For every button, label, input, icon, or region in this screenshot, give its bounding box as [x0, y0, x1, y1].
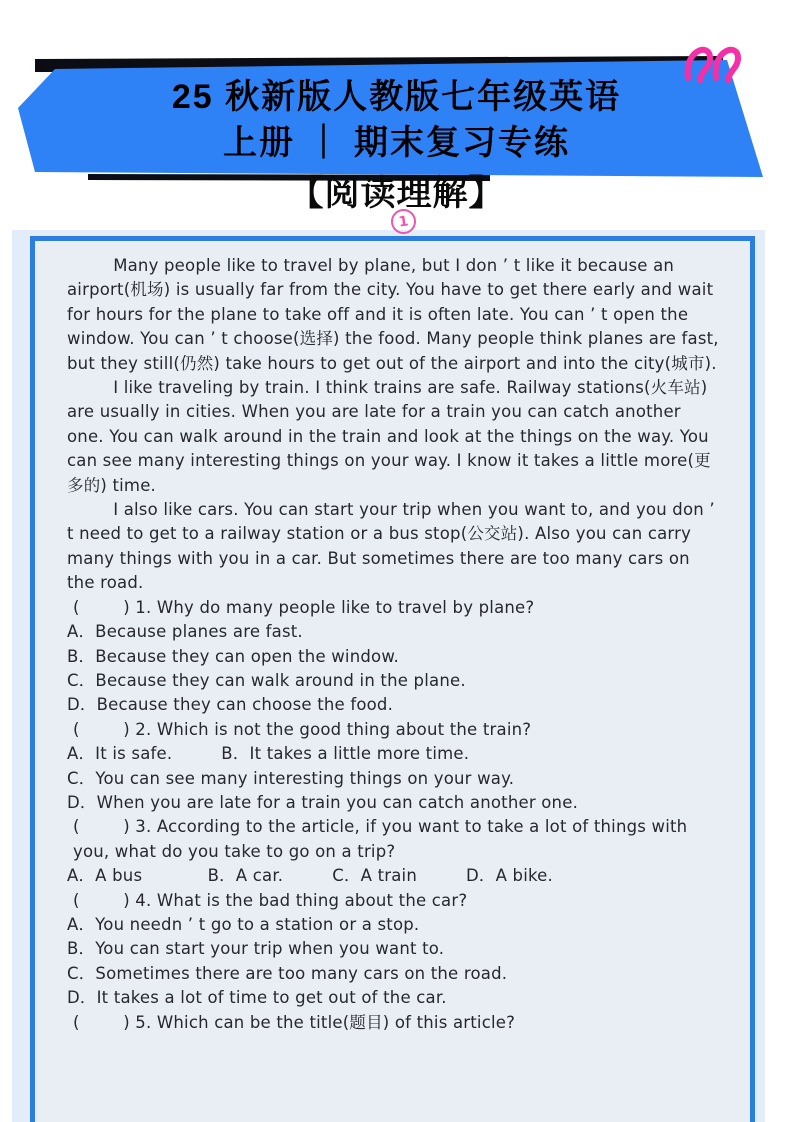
item-number-badge: 1: [389, 207, 417, 235]
exercise-box: [30, 236, 755, 1122]
option-line: A．Because planes are fast.: [67, 622, 303, 642]
question-line: ( ) 5. Which can be the title(题目) of this article?: [73, 1012, 516, 1032]
passage: [67, 254, 725, 596]
banner-title: [0, 74, 793, 166]
banner-title-line1: 25 秋新版人教版七年级英语: [171, 78, 622, 116]
option-line: B．You can start your trip when you want to.: [67, 939, 445, 959]
option-line: D．It takes a lot of time to get out of the car.: [67, 988, 447, 1008]
exercise-panel: [12, 230, 765, 1122]
question-list: [67, 596, 720, 1035]
quote-marks-icon: [682, 36, 744, 84]
option-line: C．Because they can walk around in the plane.: [67, 670, 466, 690]
section-heading: 【阅读理解】: [288, 174, 505, 213]
question-line: ( ) 1. Why do many people like to travel by plane?: [73, 597, 535, 617]
option-line: B．Because they can open the window.: [67, 646, 399, 666]
option-line: D．When you are late for a train you can catch another one.: [67, 792, 579, 812]
option-line: D．Because they can choose the food.: [67, 695, 394, 715]
question-line: ( ) 2. Which is not the good thing about the train?: [73, 719, 532, 739]
question-line: ( ) 3. According to the article, if you want to take a lot of things with you, what do you take to go on a trip?: [73, 817, 693, 861]
option-line: A．You needn ’ t go to a station or a stop.: [67, 914, 420, 934]
option-line: A．A bus B．A car. C．A train D．A bike.: [67, 866, 553, 886]
passage-paragraph: I also like cars. You can start your trip when you want to, and you don ’ t need to get to a railway station or a bus stop(公交站). Also you can carry many things with you in a car. But sometimes there are too many cars on the road.: [67, 500, 721, 593]
question-line: ( ) 4. What is the bad thing about the car?: [73, 890, 468, 910]
option-line: C．You can see many interesting things on your way.: [67, 768, 515, 788]
banner-title-line2: 上册 ｜ 期末复习专练: [223, 124, 570, 162]
passage-paragraph: I like traveling by train. I think trains are safe. Railway stations(火车站) are usually in cities. When you are late for a train you can catch another one. You can walk around in the train and look at the things on the way. You can see many interesting things on your way. I know it takes a little more(更多的) time.: [67, 378, 715, 495]
passage-paragraph: Many people like to travel by plane, but I don ’ t like it because an airport(机场) is usually far from the city. You have to get there early and wait for hours for the plane to take off and it is often late. You can ’ t open the window. You can ’ t choose(选择) the food. Many people think planes are fast, but they still(仍然) take hours to get out of the airport and into the city(城市).: [67, 256, 725, 373]
option-line: A．It is safe. B．It takes a little more time.: [67, 744, 470, 764]
option-line: C．Sometimes there are too many cars on the road.: [67, 963, 508, 983]
